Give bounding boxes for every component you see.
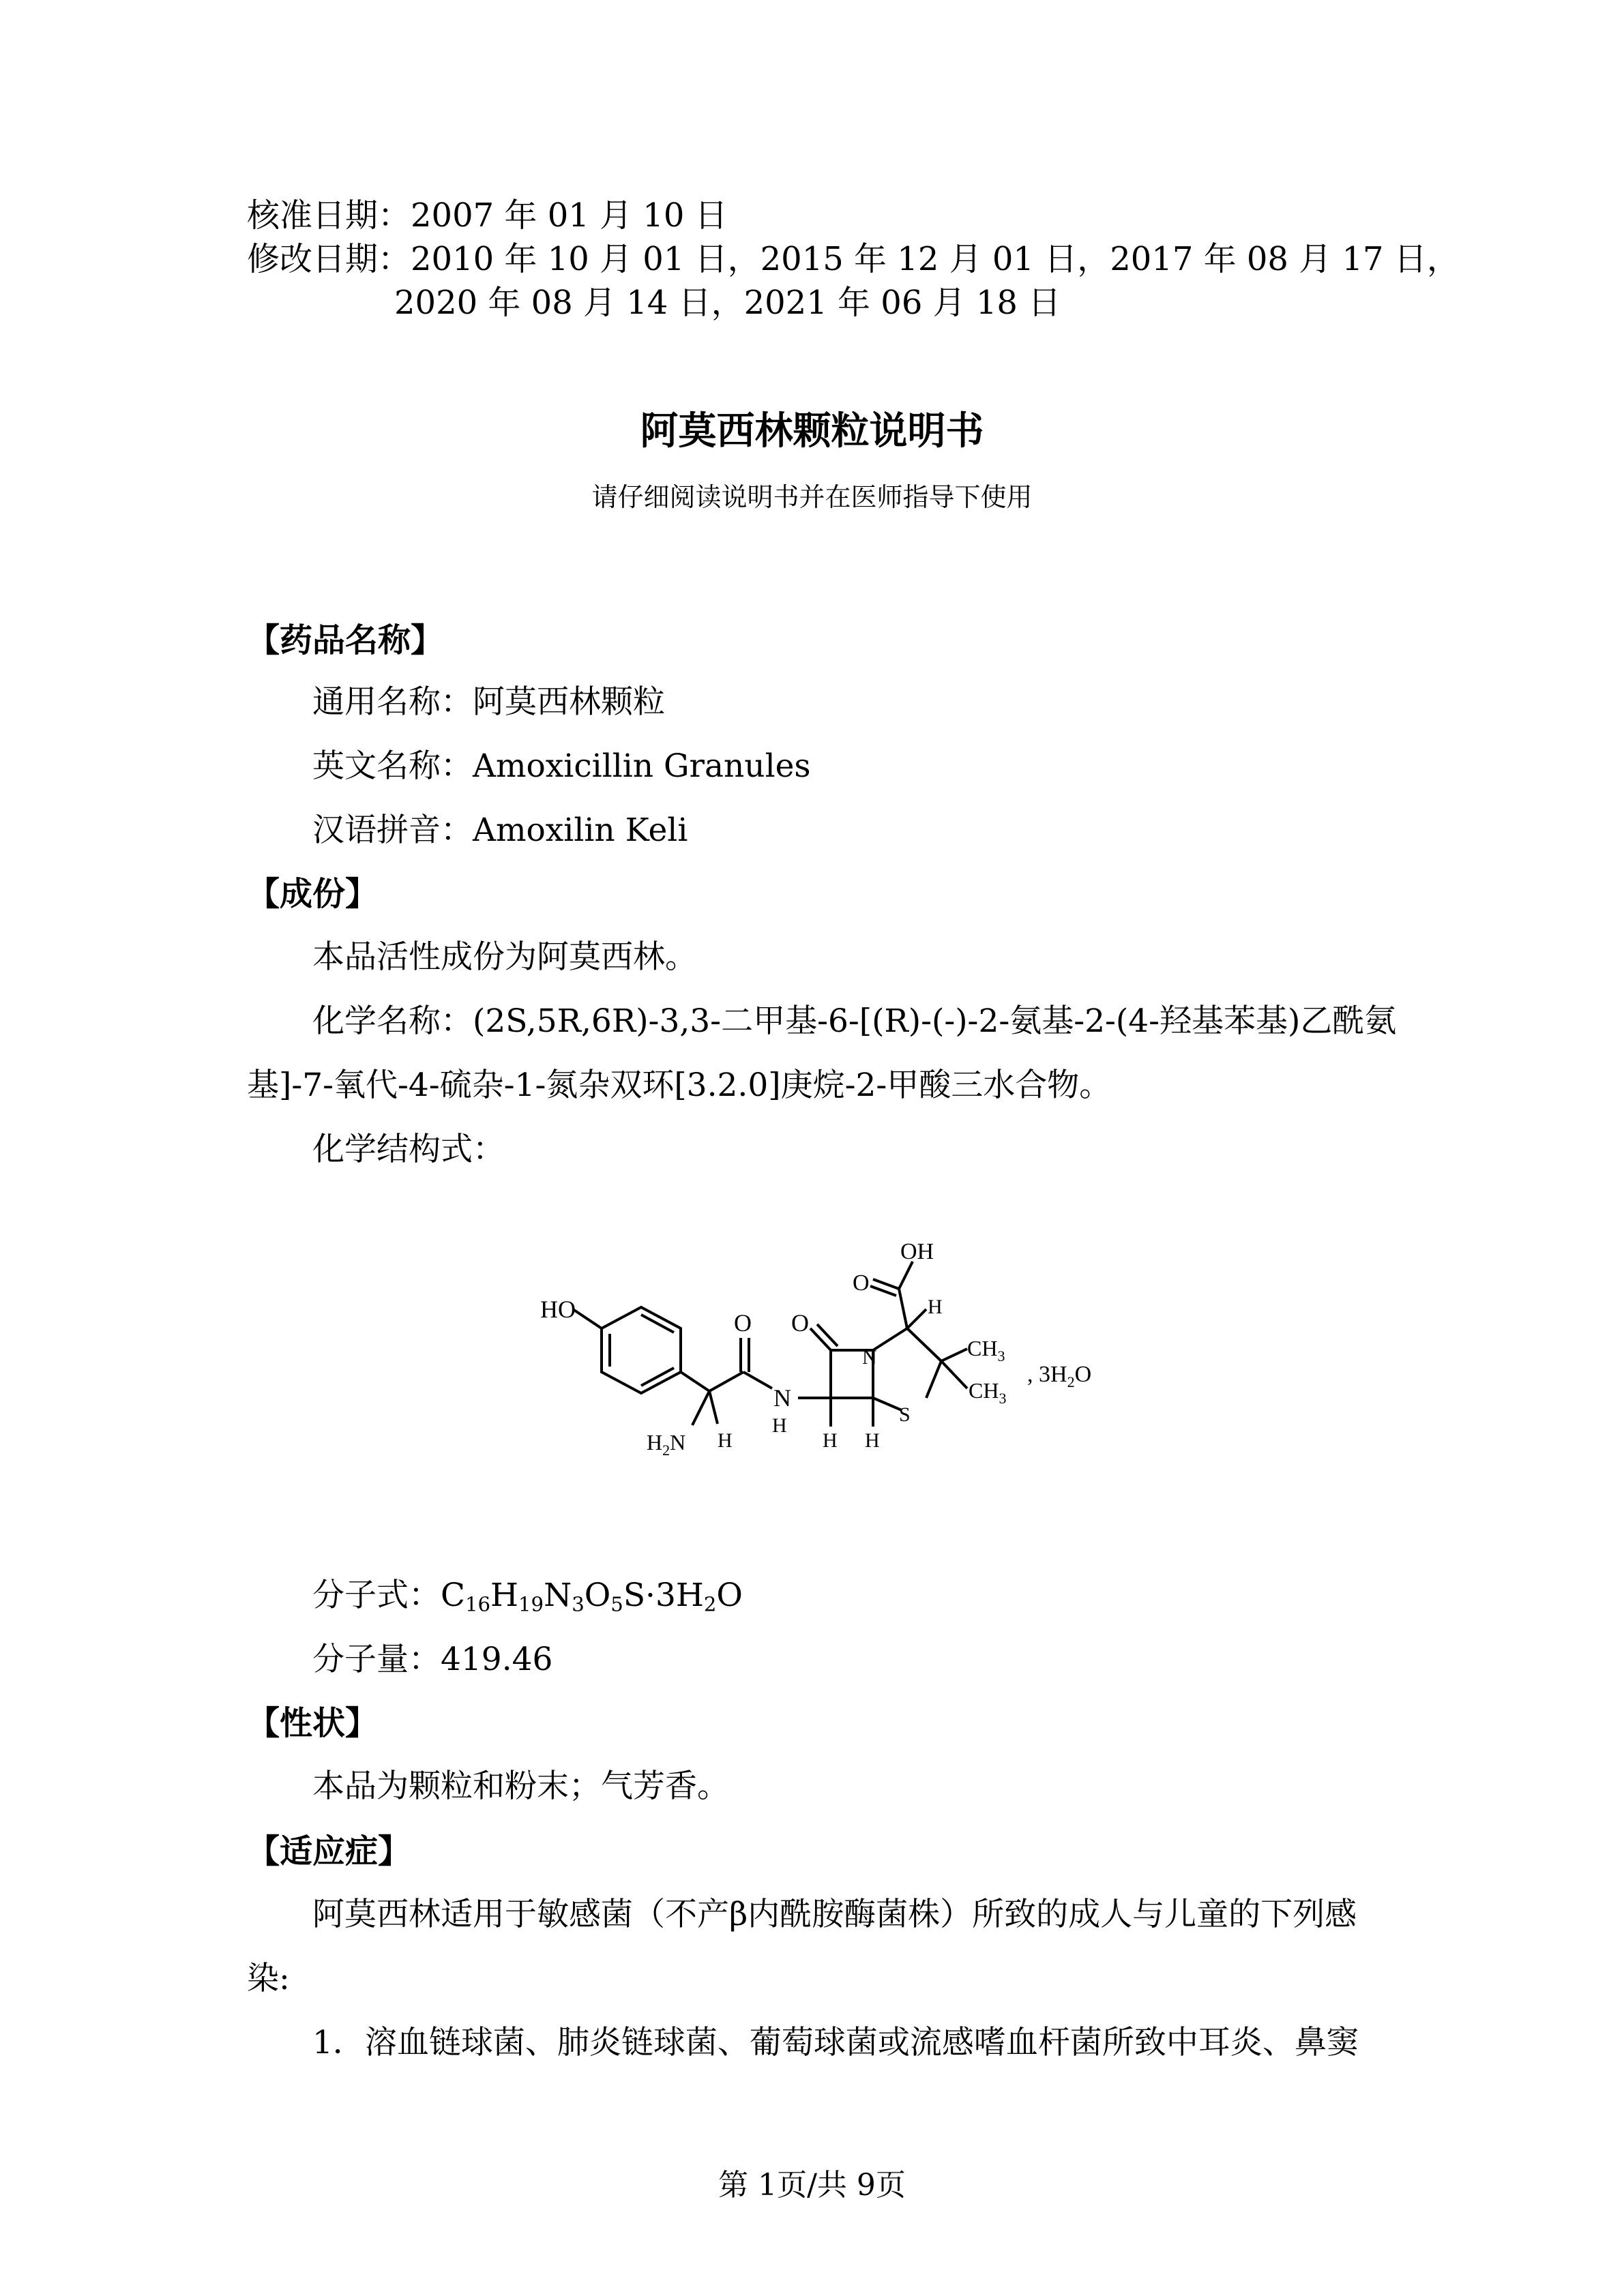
label-h2n: $H_2N$	[647, 1430, 686, 1459]
section-heading-composition: 【成份】	[247, 875, 379, 913]
label-c6-h: H	[823, 1429, 838, 1452]
label-ring-n: N	[862, 1346, 877, 1369]
label-methyl-b: $CH_3$	[969, 1378, 1007, 1407]
revision-dates-2: 2020 年 08 月 14 日，2021 年 06 月 18 日	[394, 284, 1061, 322]
page-number: 第 1页/共 9页	[718, 2168, 906, 2203]
chemical-name-line-2: 基]-7-氧代-4-硫杂-1-氮杂双环[3.2.0]庚烷-2-甲酸三水合物。	[247, 1067, 1112, 1104]
section-heading-description: 【性状】	[247, 1704, 379, 1742]
approval-date: 2007 年 01 月 10 日	[411, 196, 728, 235]
revision-label: 修改日期：	[247, 240, 411, 278]
generic-name: 通用名称：阿莫西林颗粒	[312, 683, 665, 721]
chemical-structure-diagram	[525, 1227, 1139, 1500]
structure-label: 化学结构式：	[312, 1131, 505, 1168]
revision-dates-1: 2010 年 10 月 01 日，2015 年 12 月 01 日，2017 年 08 月 17 日，	[411, 240, 1460, 278]
molecular-weight: 分子量：419.46	[312, 1641, 553, 1678]
pinyin-name: 汉语拼音：Amoxilin Keli	[312, 811, 688, 849]
label-c2-h: H	[928, 1296, 943, 1318]
indications-text-1: 阿莫西林适用于敏感菌（不产β内酰胺酶菌株）所致的成人与儿童的下列感	[312, 1896, 1357, 1933]
page-subtitle: 请仔细阅读说明书并在医师指导下使用	[591, 482, 1033, 512]
molecular-formula: 分子式：$C_{16}H_{19}N_3O_5S\cdot 3H_2O$	[312, 1577, 743, 1616]
approval-label: 核准日期：	[247, 196, 411, 235]
revision-date-line	[247, 239, 1460, 280]
label-amide-n: N	[773, 1384, 791, 1412]
label-amide-h: H	[772, 1414, 787, 1437]
label-methyl-a: $CH_3$	[967, 1336, 1005, 1365]
label-lactam-o: O	[791, 1309, 809, 1337]
label-ho: HO	[540, 1296, 576, 1323]
label-oh: OH	[900, 1239, 934, 1264]
section-heading-indications: 【适应症】	[247, 1832, 411, 1870]
label-amide-o: O	[734, 1309, 752, 1337]
page-title: 阿莫西林颗粒说明书	[640, 409, 984, 453]
label-hydrate: , $3H_2O$	[1027, 1362, 1092, 1390]
chemical-name-line-1: 化学名称：(2S,5R,6R)-3,3-二甲基-6-[(R)-(-)-2-氨基-2-(4-羟基苯基)乙酰氨	[312, 1002, 1397, 1040]
label-ring-s: S	[899, 1403, 911, 1426]
label-alpha-h: H	[718, 1429, 733, 1452]
approval-date-line	[247, 195, 728, 236]
section-heading-drug-name: 【药品名称】	[247, 621, 444, 659]
english-name: 英文名称：Amoxicillin Granules	[312, 747, 811, 785]
label-c5-h: H	[865, 1429, 880, 1452]
indications-item-1: 1．溶血链球菌、肺炎链球菌、葡萄球菌或流感嗜血杆菌所致中耳炎、鼻窦	[312, 2024, 1359, 2061]
description-text: 本品为颗粒和粉末；气芳香。	[312, 1768, 729, 1805]
indications-text-2: 染:	[247, 1960, 290, 1997]
label-acid-o: O	[853, 1270, 870, 1296]
active-ingredient: 本品活性成份为阿莫西林。	[312, 938, 697, 976]
